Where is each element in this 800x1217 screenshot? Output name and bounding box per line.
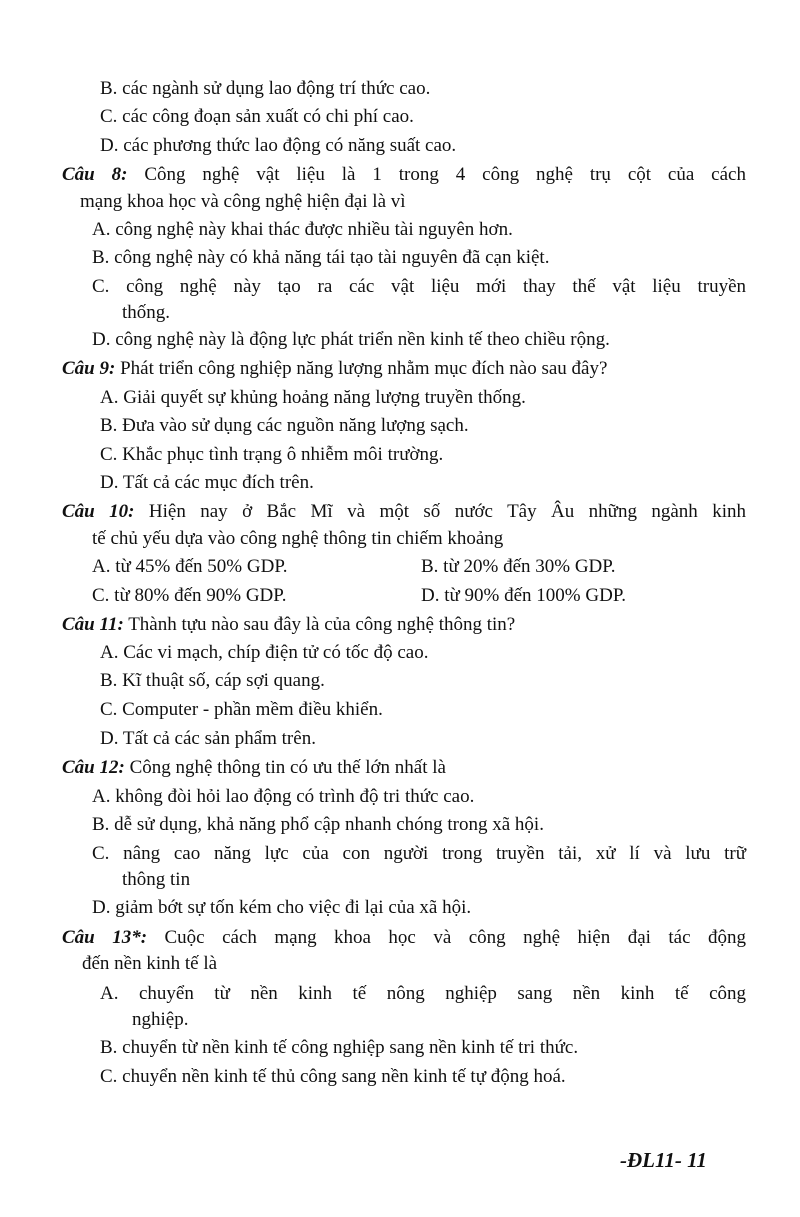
question-12-option-c-line-2: thông tin <box>122 869 191 890</box>
page-number-label: -ĐL11- 11 <box>620 1148 707 1172</box>
question-9-option-c: C. Khắc phục tình trạng ô nhiễm môi trường. <box>100 444 444 465</box>
question-11-option-b: B. Kĩ thuật số, cáp sợi quang. <box>100 670 325 691</box>
question-13-text-1: Cuộc cách mạng khoa học và công nghệ hiện đại tác động <box>147 927 746 948</box>
question-13-line-1 <box>62 926 746 950</box>
question-11-line <box>62 613 515 637</box>
question-8-option-b: B. công nghệ này có khả năng tái tạo tài nguyên đã cạn kiệt. <box>92 247 550 268</box>
question-9-option-b: B. Đưa vào sử dụng các nguồn năng lượng sạch. <box>100 415 469 436</box>
question-8-line-2: mạng khoa học và công nghệ hiện đại là vì <box>80 191 406 212</box>
question-11-label: Câu 11: <box>62 614 124 635</box>
question-11-option-d: D. Tất cả các sản phẩm trên. <box>100 728 316 749</box>
question-10-option-d: D. từ 90% đến 100% GDP. <box>421 585 627 606</box>
question-13-option-c: C. chuyển nền kinh tế thủ công sang nền kinh tế tự động hoá. <box>100 1066 566 1087</box>
question-12-label: Câu 12: <box>62 757 125 778</box>
question-8-label: Câu 8: <box>62 164 128 185</box>
question-9-text: Phát triển công nghiệp năng lượng nhằm mục đích nào sau đây? <box>115 358 608 379</box>
question-12-line <box>62 756 446 780</box>
question-12-option-c-line-1: C. nâng cao năng lực của con người trong truyền tải, xử lí và lưu trữ <box>92 843 746 864</box>
question-12-option-b: B. dễ sử dụng, khả năng phổ cập nhanh chóng trong xã hội. <box>92 814 544 835</box>
question-10-option-c: C. từ 80% đến 90% GDP. <box>92 585 287 606</box>
option-d: D. các phương thức lao động có năng suất cao. <box>100 135 457 156</box>
question-11-option-a: A. Các vi mạch, chíp điện tử có tốc độ cao. <box>100 642 429 663</box>
question-12-option-d: D. giảm bớt sự tốn kém cho việc đi lại của xã hội. <box>92 897 472 918</box>
question-13-option-a-line-1: A. chuyển từ nền kinh tế nông nghiệp sang nền kinh tế công <box>100 983 746 1004</box>
question-13-option-a-line-2: nghiệp. <box>132 1009 189 1030</box>
question-10-option-a: A. từ 45% đến 50% GDP. <box>92 556 288 577</box>
question-11-option-c: C. Computer - phần mềm điều khiển. <box>100 699 383 720</box>
option-b: B. các ngành sử dụng lao động trí thức cao. <box>100 78 431 99</box>
question-9-option-a: A. Giải quyết sự khủng hoảng năng lượng truyền thống. <box>100 387 526 408</box>
question-8-option-a: A. công nghệ này khai thác được nhiều tài nguyên hơn. <box>92 219 513 240</box>
question-12-text: Công nghệ thông tin có ưu thế lớn nhất là <box>124 757 446 778</box>
question-13-option-b: B. chuyển từ nền kinh tế công nghiệp sang nền kinh tế tri thức. <box>100 1037 579 1058</box>
question-8-option-c-line-1: C. công nghệ này tạo ra các vật liệu mới thay thế vật liệu truyền <box>92 276 746 297</box>
question-12-option-a: A. không đòi hỏi lao động có trình độ tri thức cao. <box>92 786 475 807</box>
option-c: C. các công đoạn sản xuất có chi phí cao. <box>100 106 414 127</box>
question-8-option-c-line-2: thống. <box>122 302 171 323</box>
question-9-line <box>62 357 607 381</box>
question-9-label: Câu 9: <box>62 358 116 379</box>
question-10-text-1: Hiện nay ở Bắc Mĩ và một số nước Tây Âu những ngành kinh <box>134 501 746 522</box>
question-8-option-d: D. công nghệ này là động lực phát triển nền kinh tế theo chiều rộng. <box>92 329 610 350</box>
question-13-label: Câu 13*: <box>62 927 148 948</box>
question-10-option-b: B. từ 20% đến 30% GDP. <box>421 556 616 577</box>
question-10-label: Câu 10: <box>62 501 135 522</box>
question-13-line-2: đến nền kinh tế là <box>82 953 218 974</box>
question-8-text-1: Công nghệ vật liệu là 1 trong 4 công nghệ trụ cột của cách <box>127 164 746 185</box>
question-9-option-d: D. Tất cả các mục đích trên. <box>100 472 314 493</box>
question-10-line-2: tế chủ yếu dựa vào công nghệ thông tin chiếm khoảng <box>92 528 504 549</box>
question-8-line-1 <box>62 163 746 187</box>
question-10-line-1 <box>62 500 746 524</box>
question-11-text: Thành tựu nào sau đây là của công nghệ thông tin? <box>123 614 516 635</box>
